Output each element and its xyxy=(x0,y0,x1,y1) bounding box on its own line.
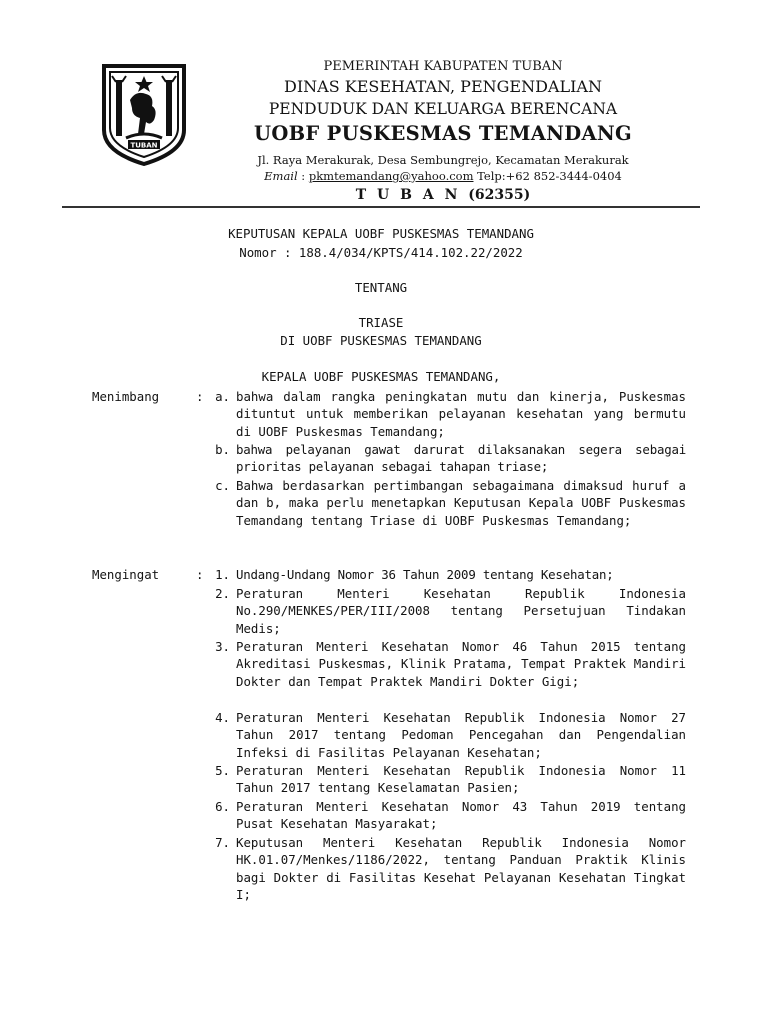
mengingat-label: Mengingat xyxy=(92,567,160,582)
email-link[interactable]: pkmtemandang@yahoo.com xyxy=(308,169,474,183)
postal-code: (62355) xyxy=(468,187,531,203)
mengingat-colon: : xyxy=(196,567,204,582)
decree-number: Nomor : 188.4/034/KPTS/414.102.22/2022 xyxy=(239,245,523,260)
email-label: Email xyxy=(264,169,298,183)
decree-issuer: KEPALA UOBF PUSKESMAS TEMANDANG, xyxy=(261,369,501,384)
mengingat-marker: 3. xyxy=(215,639,230,654)
svg-text:TUBAN: TUBAN xyxy=(130,141,158,150)
menimbang-marker: a. xyxy=(215,389,230,404)
letterhead-address: Jl. Raya Merakurak, Desa Sembungrejo, Kecamatan Merakurak xyxy=(257,153,629,167)
mengingat-marker: 7. xyxy=(215,835,230,850)
letterhead-divider xyxy=(62,206,700,208)
menimbang-item: bahwa dalam rangka peningkatan mutu dan kinerja, Puskesmas dituntut untuk memberikan pelayanan kesehatan yang bermutu di UOBF Puskesmas Temandang; xyxy=(236,389,686,439)
mengingat-item: Peraturan Menteri Kesehatan Republik Indonesia No.290/MENKES/PER/III/2008 tentang Persetujuan Tindakan Medis; xyxy=(236,586,686,636)
tuban-regency-emblem xyxy=(96,60,192,166)
mengingat-item: Peraturan Menteri Kesehatan Republik Indonesia Nomor 27 Tahun 2017 tentang Pedoman Pencegahan dan Pengendalian Infeksi di Fasilitas Pelayanan Kesehatan; xyxy=(236,710,686,760)
menimbang-item: bahwa pelayanan gawat darurat dilaksanakan segera sebagai prioritas pelayanan sebagai tahapan triase; xyxy=(236,442,686,475)
letterhead xyxy=(198,58,688,206)
mengingat-marker: 4. xyxy=(215,710,230,725)
phone-number: Telp:+62 852-3444-0404 xyxy=(473,169,622,183)
menimbang-colon: : xyxy=(196,389,204,404)
menimbang-marker: c. xyxy=(215,478,230,493)
menimbang-label: Menimbang xyxy=(92,389,160,404)
subject-line-2: DI UOBF PUSKESMAS TEMANDANG xyxy=(280,333,482,348)
email-separator: : xyxy=(297,169,309,183)
mengingat-marker: 1. xyxy=(215,567,230,582)
letterhead-institution: UOBF PUSKESMAS TEMANDANG xyxy=(254,122,632,145)
mengingat-item: Peraturan Menteri Kesehatan Nomor 46 Tahun 2015 tentang Akreditasi Puskesmas, Klinik Pratama, Tempat Praktek Mandiri Dokter dan Tempat Praktek Mandiri Dokter Gigi; xyxy=(236,639,686,689)
letterhead-contact xyxy=(198,168,688,184)
mengingat-item: Keputusan Menteri Kesehatan Republik Indonesia Nomor HK.01.07/Menkes/1186/2022, tentang Panduan Praktik Klinis bagi Dokter di Fasilitas Kesehat Pelayanan Kesehatan Tingkat I; xyxy=(236,835,686,903)
mengingat-marker: 2. xyxy=(215,586,230,601)
letterhead-agency-cont: PENDUDUK DAN KELUARGA BERENCANA xyxy=(268,100,618,118)
letterhead-city xyxy=(198,184,688,206)
subject-line-1: TRIASE xyxy=(358,315,404,330)
menimbang-item: Bahwa berdasarkan pertimbangan sebagaimana dimaksud huruf a dan b, maka perlu menetapkan Keputusan Kepala UOBF Puskesmas Temandang tentang Triase di UOBF Puskesmas Temandang; xyxy=(236,478,686,528)
mengingat-marker: 6. xyxy=(215,799,230,814)
letterhead-government: PEMERINTAH KABUPATEN TUBAN xyxy=(323,59,563,74)
menimbang-marker: b. xyxy=(215,442,230,457)
city-name: T U B A N xyxy=(355,187,461,203)
mengingat-item: Peraturan Menteri Kesehatan Republik Indonesia Nomor 11 Tahun 2017 tentang Keselamatan Pasien; xyxy=(236,763,686,796)
about-heading: TENTANG xyxy=(354,280,408,295)
mengingat-item: Undang-Undang Nomor 36 Tahun 2009 tentang Kesehatan; xyxy=(236,567,614,582)
decree-title: KEPUTUSAN KEPALA UOBF PUSKESMAS TEMANDANG xyxy=(228,226,534,241)
letterhead-agency: DINAS KESEHATAN, PENGENDALIAN xyxy=(284,77,602,96)
mengingat-item: Peraturan Menteri Kesehatan Nomor 43 Tahun 2019 tentang Pusat Kesehatan Masyarakat; xyxy=(236,799,686,832)
mengingat-marker: 5. xyxy=(215,763,230,778)
